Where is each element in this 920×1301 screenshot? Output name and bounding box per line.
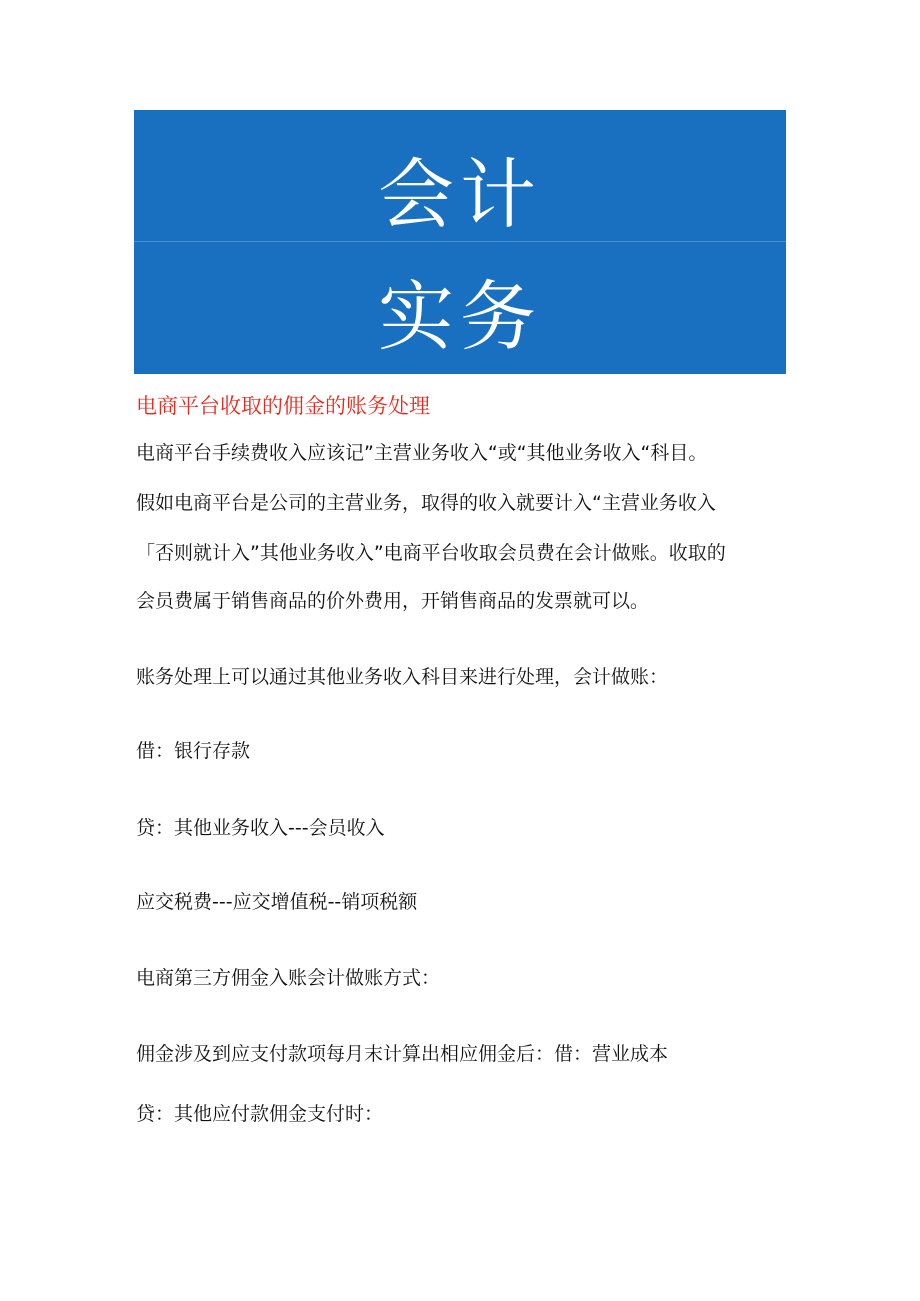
article-title: 电商平台收取的佣金的账务处理 <box>136 394 430 418</box>
paragraph-line: 会员费属于销售商品的价外费用，开销售商品的发票就可以。 <box>136 590 650 612</box>
banner-title-line-2: 实务 <box>378 272 542 361</box>
tax-entry-line: 应交税费---应交增值税--销项税额 <box>136 891 418 913</box>
title-banner <box>134 110 786 374</box>
paragraph-line: 电商平台手续费收入应该记”主营业务收入“或“其他业务收入“科目。 <box>136 442 708 464</box>
debit-entry-line: 借：银行存款 <box>136 740 251 762</box>
accounting-intro-line: 账务处理上可以通过其他业务收入科目来进行处理，会计做账： <box>136 666 669 688</box>
commission-credit-line: 贷：其他应付款佣金支付时： <box>136 1103 384 1125</box>
commission-method-line: 电商第三方佣金入账会计做账方式： <box>136 967 441 989</box>
paragraph-line: 「否则就计入”其他业务收入”电商平台收取会员费在会计做账。收取的 <box>136 542 726 564</box>
commission-debit-line: 佣金涉及到应支付款项每月末计算出相应佣金后：借：营业成本 <box>136 1043 669 1065</box>
credit-entry-line: 贷：其他业务收入---会员收入 <box>136 817 385 839</box>
paragraph-line: 假如电商平台是公司的主营业务，取得的收入就要计入“主营业务收入 <box>136 492 716 514</box>
banner-divider <box>134 241 786 242</box>
banner-title-line-1: 会计 <box>378 150 542 239</box>
